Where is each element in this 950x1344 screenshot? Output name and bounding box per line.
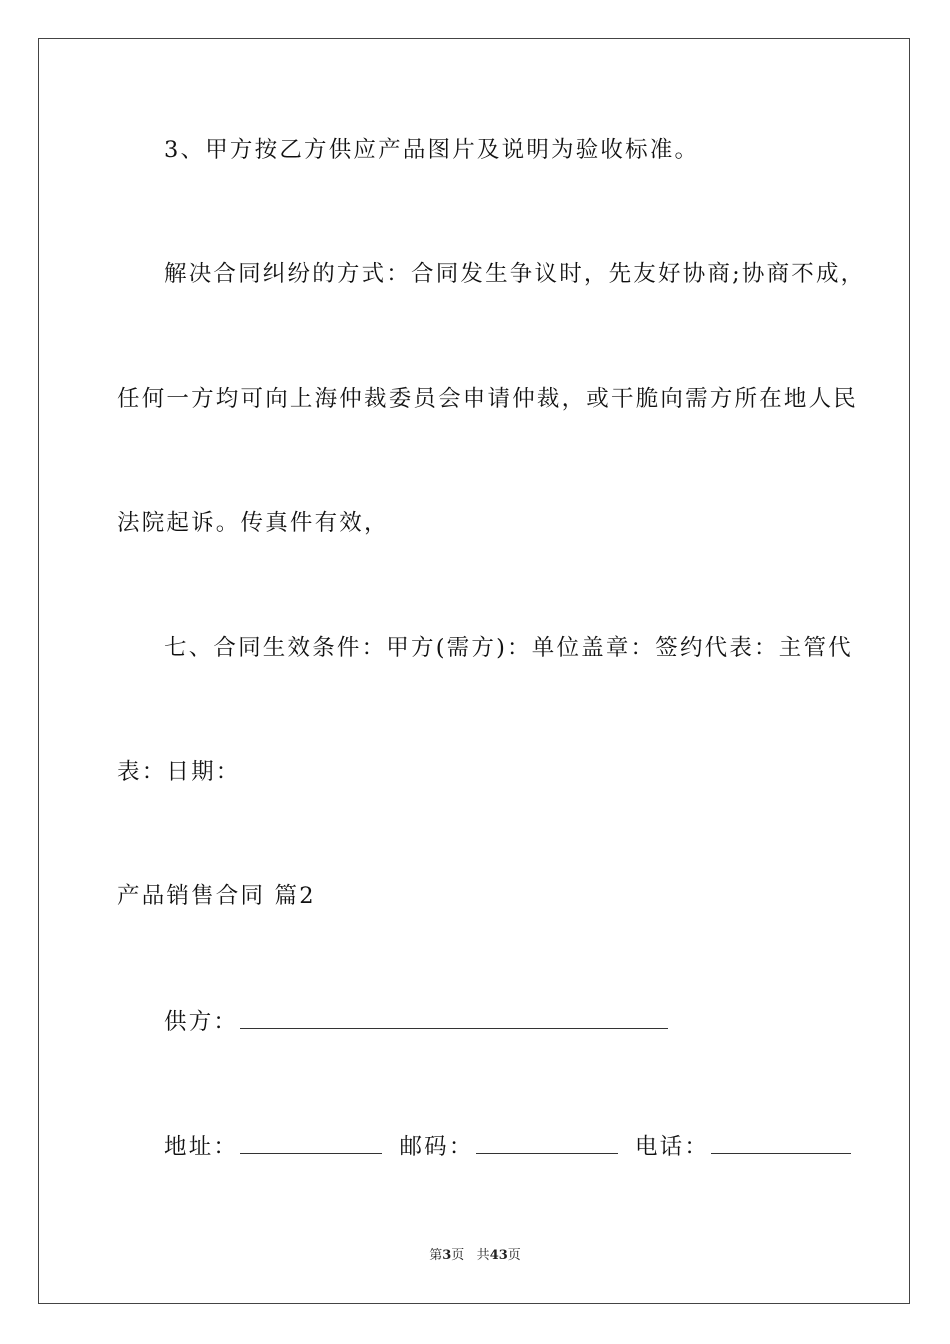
paragraph-effective-conditions-cont: 表：日期： — [117, 759, 241, 785]
paragraph-acceptance-standard: 3、甲方按乙方供应产品图片及说明为验收标准。 — [164, 137, 700, 163]
address-label: 地址： — [164, 1134, 239, 1160]
paragraph-dispute-resolution-end: 法院起诉。传真件有效， — [117, 510, 389, 536]
footer-page-current: 3 — [442, 1248, 452, 1263]
paragraph-effective-conditions: 七、合同生效条件：甲方(需方)：单位盖章：签约代表：主管代 — [164, 635, 853, 661]
phone-blank-field — [711, 1131, 851, 1154]
section-title-contract-2: 产品销售合同 篇2 — [117, 883, 316, 909]
contact-row — [164, 1131, 859, 1162]
supplier-blank-field — [240, 1006, 668, 1029]
address-blank-field — [240, 1131, 382, 1154]
phone-label: 电话： — [634, 1134, 710, 1160]
supplier-label: 供方： — [164, 1009, 239, 1035]
page-footer — [0, 1247, 950, 1265]
footer-page-total: 43 — [489, 1248, 508, 1263]
footer-page-prefix: 第 — [429, 1248, 443, 1263]
footer-total-suffix: 页 — [507, 1248, 521, 1263]
footer-total-prefix: 共 — [476, 1248, 490, 1263]
footer-page-suffix: 页 — [451, 1248, 465, 1263]
paragraph-dispute-resolution-cont: 任何一方均可向上海仲裁委员会申请仲裁，或干脆向需方所在地人民 — [117, 386, 859, 412]
paragraph-dispute-resolution: 解决合同纠纷的方式：合同发生争议时，先友好协商;协商不成， — [164, 261, 866, 287]
postcode-label: 邮码： — [399, 1134, 474, 1160]
postcode-blank-field — [476, 1131, 618, 1154]
page-border — [38, 38, 910, 1304]
supplier-row — [164, 1006, 676, 1037]
